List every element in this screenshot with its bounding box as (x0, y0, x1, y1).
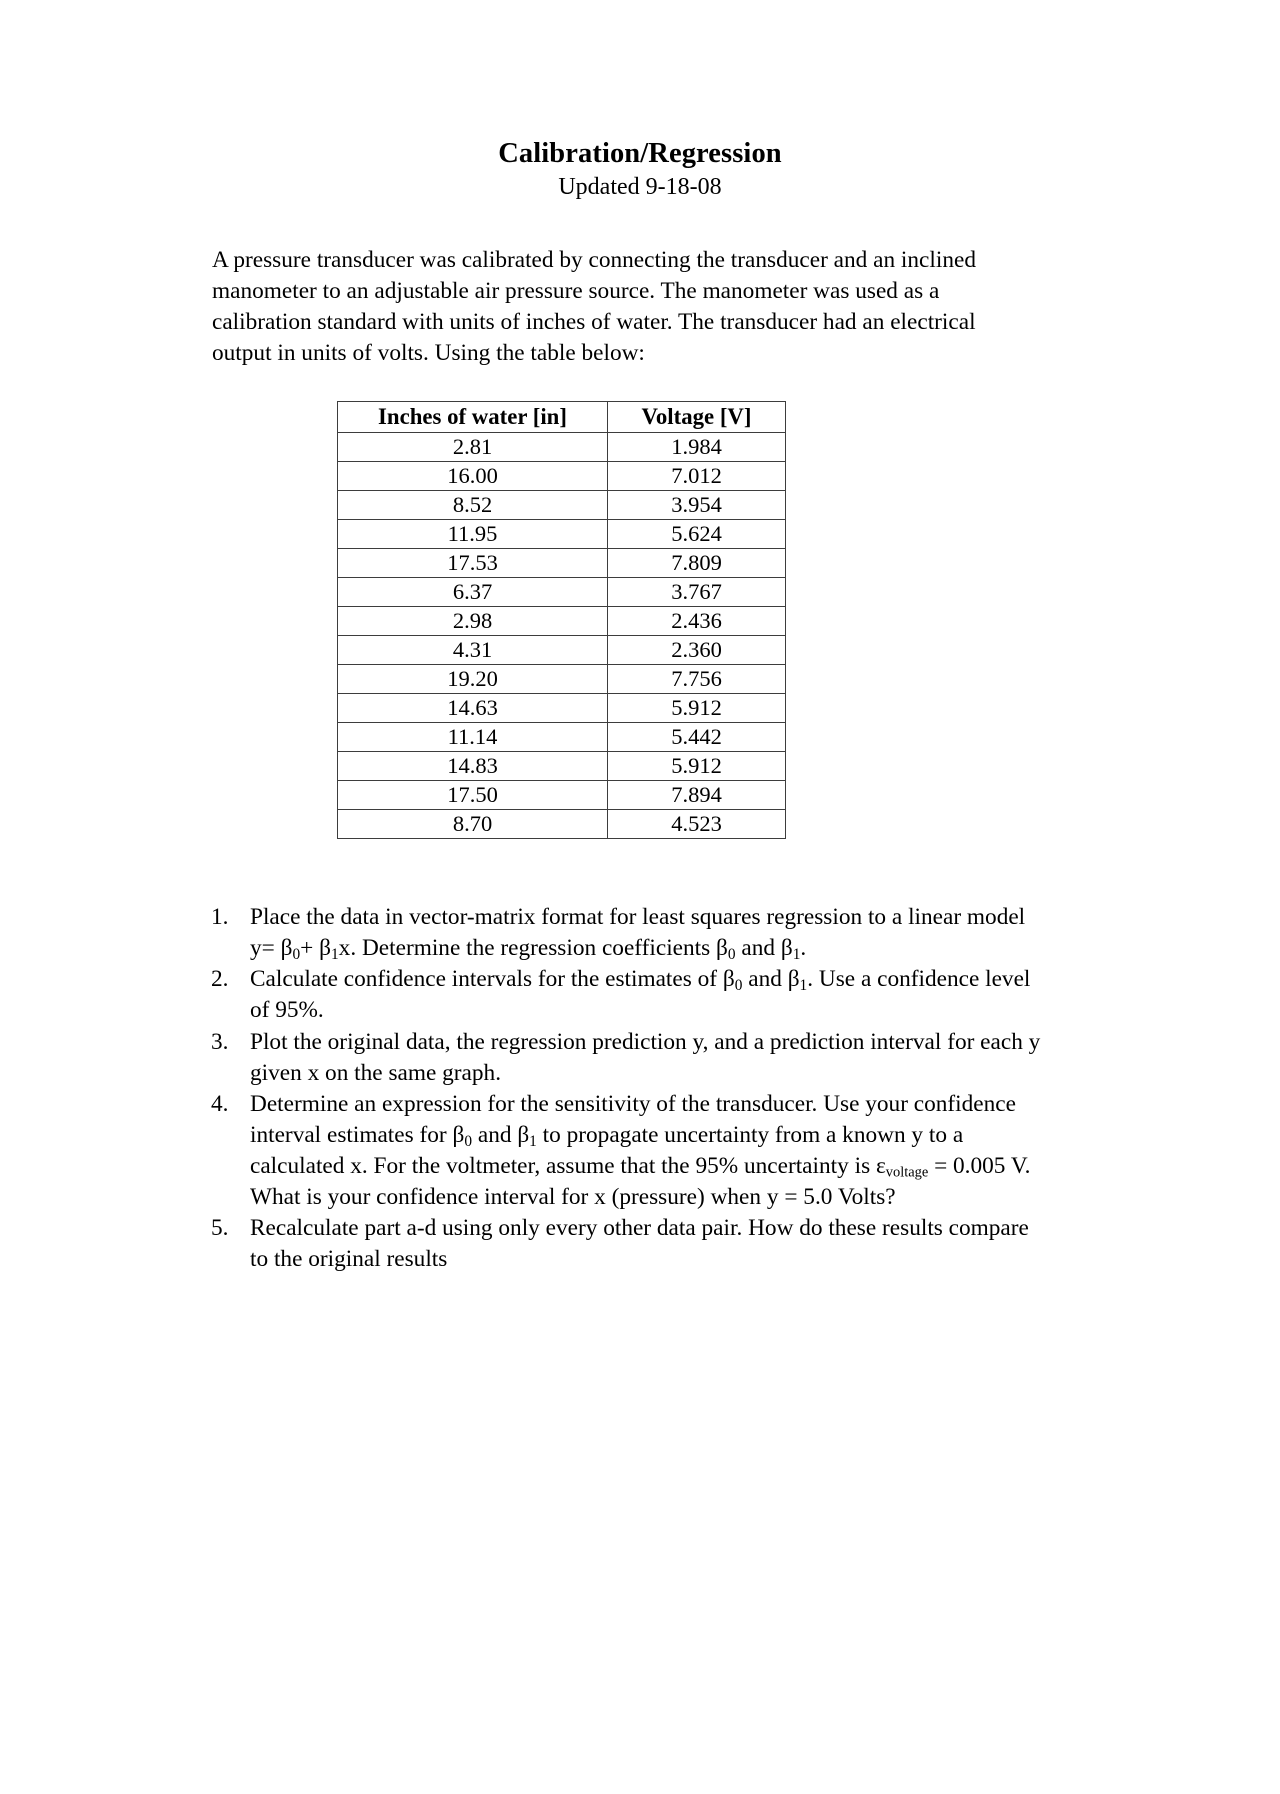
subscript: 0 (292, 946, 301, 964)
text-run: and β (735, 935, 793, 962)
page-subtitle: Updated 9-18-08 (558, 174, 722, 201)
cell-inches-of-water: 2.98 (338, 607, 608, 636)
table-row (338, 578, 786, 607)
column-header-voltage: Voltage [V] (608, 402, 786, 433)
cell-inches-of-water: 16.00 (338, 462, 608, 491)
text-run: x. Determine the regression coefficients β (338, 935, 728, 962)
subscript-word: voltage (885, 1164, 929, 1181)
table-row (338, 433, 786, 462)
cell-inches-of-water: 6.37 (338, 578, 608, 607)
cell-inches-of-water: 4.31 (338, 636, 608, 665)
text-run: Place the data in vector-matrix format for least squares regression to a linear model y= β (250, 904, 1026, 962)
table-row (338, 491, 786, 520)
question-text (250, 1091, 1031, 1210)
cell-inches-of-water: 14.63 (338, 694, 608, 723)
question-item (211, 1027, 1050, 1089)
calibration-data-table (337, 401, 786, 839)
text-run: to propagate uncertainty from a known y to a calculated x. For the voltmeter, assume that the 95% uncertainty is ε (250, 1121, 964, 1179)
text-run: . Use a confidence level of 95%. (250, 966, 1031, 1024)
title-block (0, 138, 1280, 202)
cell-inches-of-water: 17.50 (338, 781, 608, 810)
subscript: 1 (792, 946, 801, 964)
table-row (338, 694, 786, 723)
subscript: 0 (464, 1132, 473, 1150)
question-text (250, 904, 1026, 964)
page-title: Calibration/Regression (498, 138, 782, 169)
text-run: and β (742, 966, 800, 993)
text-run: . (800, 935, 807, 962)
cell-inches-of-water: 17.53 (338, 549, 608, 578)
cell-voltage: 7.809 (608, 549, 786, 578)
column-header-inches: Inches of water [in] (338, 402, 608, 433)
cell-voltage: 2.436 (608, 607, 786, 636)
cell-voltage: 5.442 (608, 723, 786, 752)
subscript: 0 (734, 977, 743, 995)
cell-inches-of-water: 11.95 (338, 520, 608, 549)
cell-voltage: 7.756 (608, 665, 786, 694)
cell-inches-of-water: 14.83 (338, 752, 608, 781)
question-item (211, 964, 1050, 1026)
text-run: Determine an expression for the sensitivity of the transducer. Use your confidence interval estimates for β (250, 1090, 1016, 1148)
document-page (0, 138, 1280, 1794)
question-item (211, 1089, 1050, 1213)
cell-inches-of-water: 8.52 (338, 491, 608, 520)
cell-voltage: 3.954 (608, 491, 786, 520)
cell-voltage: 7.894 (608, 781, 786, 810)
cell-voltage: 7.012 (608, 462, 786, 491)
cell-inches-of-water: 2.81 (338, 433, 608, 462)
cell-voltage: 1.984 (608, 433, 786, 462)
question-text (250, 1215, 1029, 1272)
text-run: = 0.005 V. What is your confidence interval for x (pressure) when y = 5.0 Volts? (250, 1152, 1031, 1211)
table-row (338, 520, 786, 549)
question-item (211, 902, 1050, 964)
cell-inches-of-water: 19.20 (338, 665, 608, 694)
text-run: Calculate confidence intervals for the estimates of β (250, 966, 735, 993)
subscript: 0 (727, 946, 736, 964)
calibration-table-wrapper (0, 401, 1280, 839)
subscript: 1 (799, 977, 808, 995)
table-row (338, 462, 786, 491)
cell-voltage: 4.523 (608, 810, 786, 839)
table-row (338, 665, 786, 694)
table-header (338, 402, 786, 433)
text-run: Plot the original data, the regression prediction y, and a prediction interval for each y given x on the same graph. (250, 1028, 1041, 1086)
table-header-row (338, 402, 786, 433)
text-run: + β (300, 935, 331, 962)
text-run: and β (472, 1121, 530, 1148)
subscript: 1 (330, 946, 339, 964)
intro-paragraph: A pressure transducer was calibrated by connecting the transducer and an inclined manometer to an adjustable air pressure source. The manometer was used as a calibration standard with units of inches of water. The transducer had an electrical output in units of volts. Using the table below: (212, 246, 976, 367)
table-row (338, 810, 786, 839)
table-row (338, 607, 786, 636)
cell-inches-of-water: 11.14 (338, 723, 608, 752)
cell-voltage: 5.912 (608, 694, 786, 723)
subscript: 1 (529, 1132, 537, 1150)
cell-voltage: 5.912 (608, 752, 786, 781)
table-body (338, 433, 786, 839)
cell-voltage: 2.360 (608, 636, 786, 665)
question-text (250, 966, 1030, 1023)
cell-voltage: 3.767 (608, 578, 786, 607)
cell-inches-of-water: 8.70 (338, 810, 608, 839)
table-row (338, 636, 786, 665)
question-list (0, 902, 1280, 1275)
table-row (338, 752, 786, 781)
cell-voltage: 5.624 (608, 520, 786, 549)
question-item (211, 1213, 1050, 1275)
table-row (338, 781, 786, 810)
table-row (338, 723, 786, 752)
question-text (250, 1029, 1040, 1086)
text-run: Recalculate part a-d using only every other data pair. How do these results compare to the original results (250, 1215, 1029, 1273)
table-row (338, 549, 786, 578)
